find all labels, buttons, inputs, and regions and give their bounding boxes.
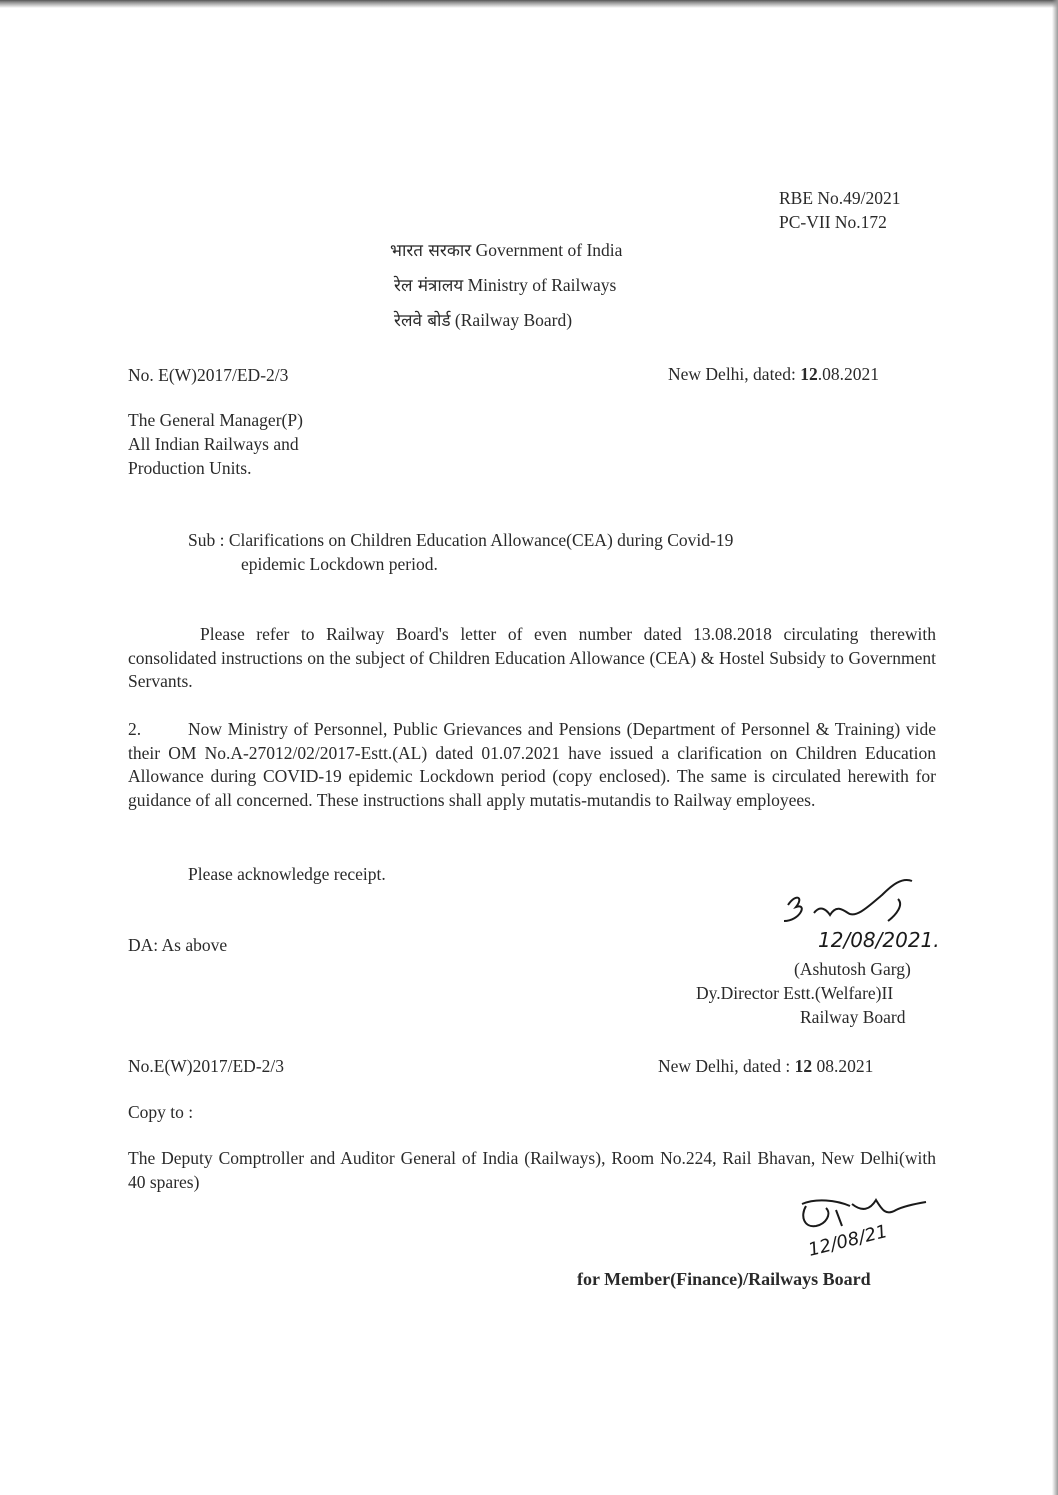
addressee-line-2: All Indian Railways and — [128, 434, 299, 454]
paragraph-2-text: Now Ministry of Personnel, Public Grievances and Pensions (Department of Personnel & Training) vide their OM No.A-27012/02/2017-Estt.(AL) dated 01.07.2021 have issued a clarification on Children Education Allowance during COVID-19 epidemic Lockdown period (copy enclosed). The same is circulated herewith for guidance of all concerned. These instructions shall apply mutatis-mutandis to Railway employees. — [128, 719, 936, 810]
signature-2 — [786, 1192, 946, 1270]
paragraph-2 — [128, 718, 936, 812]
header-line-3 — [394, 308, 572, 333]
header-english-2: Ministry of Railways — [467, 275, 617, 295]
copy-letter-date — [658, 1054, 873, 1078]
signature-1 — [770, 875, 970, 955]
header-hindi-3: रेलवे बोर्ड — [394, 311, 451, 331]
copy-letter-number: No.E(W)2017/ED-2/3 — [128, 1056, 285, 1076]
rbe-number: RBE No.49/2021 — [779, 188, 901, 208]
addressee-line-3: Production Units. — [128, 458, 252, 478]
scan-border-top — [0, 0, 1058, 8]
signature-2-date: 12/08/21 — [806, 1220, 890, 1261]
header-hindi-1: भारत सरकार — [390, 241, 472, 261]
letter-date-rest: .08.2021 — [817, 364, 879, 384]
signatory-office: Railway Board — [800, 1007, 906, 1027]
copy-recipient: The Deputy Comptroller and Auditor General of India (Railways), Room No.224, Rail Bhavan, New Delhi(with 40 spares) — [128, 1148, 936, 1192]
subject-line-1: Sub : Clarifications on Children Education Allowance(CEA) during Covid-19 — [188, 530, 734, 550]
letter-date-prefix: New Delhi, dated: — [668, 364, 796, 384]
enclosure-note: DA: As above — [128, 935, 228, 955]
subject-line-2: epidemic Lockdown period. — [241, 554, 438, 574]
pc-number: PC-VII No.172 — [779, 212, 887, 232]
paragraph-2-number: 2. — [128, 719, 142, 739]
signatory-name: (Ashutosh Garg) — [794, 959, 911, 979]
signatory-designation: Dy.Director Estt.(Welfare)II — [696, 983, 894, 1003]
copy-date-day: 12 — [794, 1056, 813, 1076]
letter-date-day: 12 — [800, 364, 818, 384]
letter-number: No. E(W)2017/ED-2/3 — [128, 365, 289, 385]
acknowledge-text: Please acknowledge receipt. — [188, 864, 386, 884]
copy-date-prefix: New Delhi, dated : — [658, 1056, 791, 1076]
header-hindi-2: रेल मंत्रालय — [394, 276, 464, 296]
copy-to-label: Copy to : — [128, 1102, 194, 1122]
letter-date — [668, 362, 879, 386]
addressee-line-1: The General Manager(P) — [128, 410, 303, 430]
header-line-2 — [394, 273, 616, 298]
header-english-1: Government of India — [475, 240, 623, 260]
header-line-1 — [390, 238, 622, 263]
scan-border-right — [1052, 0, 1058, 1495]
paragraph-1: Please refer to Railway Board's letter of even number dated 13.08.2018 circulating therewith consolidated instructions on the subject of Children Education Allowance (CEA) & Hostel Subsidy to Government Servants. — [128, 624, 936, 691]
copy-date-rest: 08.2021 — [816, 1056, 874, 1076]
copy-signoff: for Member(Finance)/Railways Board — [577, 1269, 871, 1289]
signature-1-date: 12/08/2021. — [818, 928, 940, 952]
header-english-3: (Railway Board) — [454, 310, 573, 330]
